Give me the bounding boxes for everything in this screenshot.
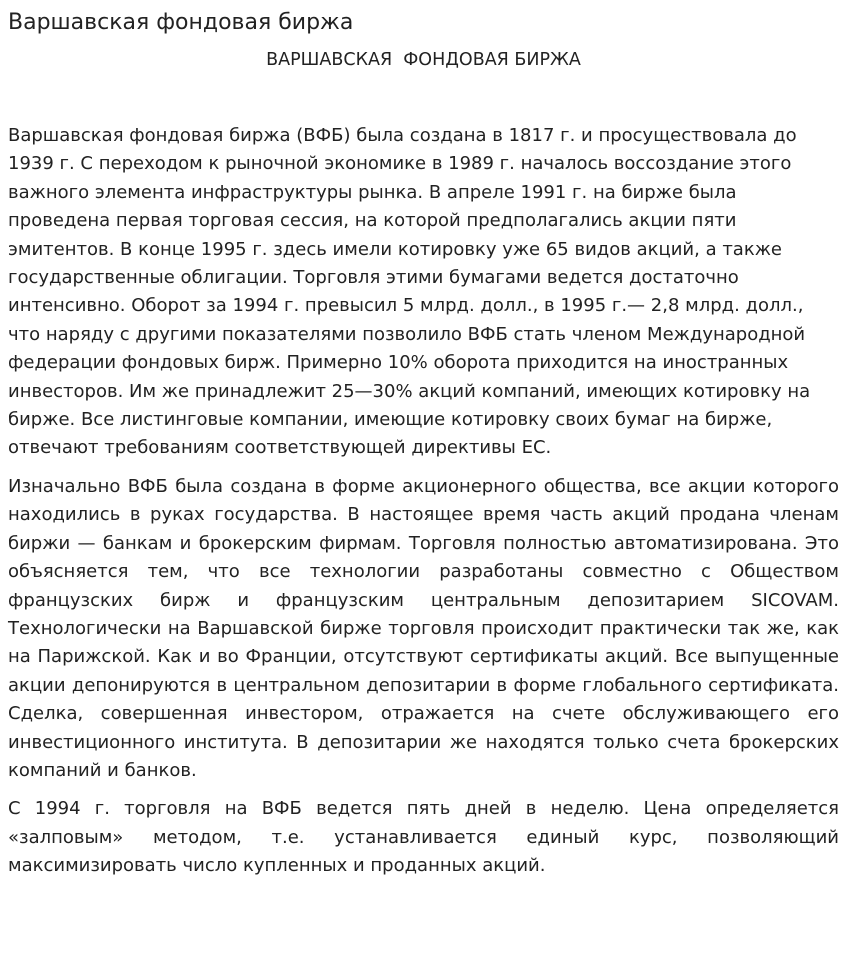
document-body: [8, 122, 839, 881]
paragraph-trading: С 1994 г. торговля на ВФБ ведется пять дней в неделю. Цена определяется «залповым» методом, т.е. устанавливается единый курс, позволяющий максимизировать число купленных и проданных акций.: [8, 798, 839, 877]
paragraph-history: Варшавская фондовая биржа (ВФБ) была создана в 1817 г. и просуществовала до 1939 г. С переходом к рыночной экономике в 1989 г. началось воссоздание этого важного элемента инфраструктуры рынка. В апреле 1991 г. на бирже была проведена первая торговая сессия, на которой предполагались акции пяти эмитентов. В конце 1995 г. здесь имели котировку уже 65 видов акций, а также государственные облигации. Торговля этими бумагами ведется достаточно интенсивно. Оборот за 1994 г. превысил 5 млрд. долл., в 1995 г.— 2,8 млрд. долл., что наряду с другими показателями позволило ВФБ стать членом Международной федерации фондовых бирж. Примерно 10% оборота приходится на иностранных инвесторов. Им же принадлежит 25—30% акций компаний, имеющих котировку на бирже. Все листинговые компании, имеющие котировку своих бумаг на бирже, отвечают требованиям соответствующей директивы ЕС.: [8, 125, 811, 459]
document-heading: ВАРШАВСКАЯ ФОНДОВАЯ БИРЖА: [266, 50, 581, 70]
paragraph-organization: Изначально ВФБ была создана в форме акционерного общества, все акции которого находились в руках государства. В настоящее время часть акций продана членам биржи — банкам и брокерским фирмам. Торговля полностью автоматизирована. Это объясняется тем, что все технологии разработаны совместно с Обществом французских бирж и французским центральным депозитарием SICOVAM. Технологически на Варшавской бирже торговля происходит практически так же, как на Парижской. Как и во Франции, отсутствуют сертификаты акций. Все выпущенные акции депонируются в центральном депозитарии в форме глобального сертификата. Сделка, совершенная инвестором, отражается на счете обслуживающего его инвестиционного института. В депозитарии же находятся только счета брокерских компаний и банков.: [8, 475, 839, 781]
page-title: Варшавская фондовая биржа: [8, 10, 354, 35]
